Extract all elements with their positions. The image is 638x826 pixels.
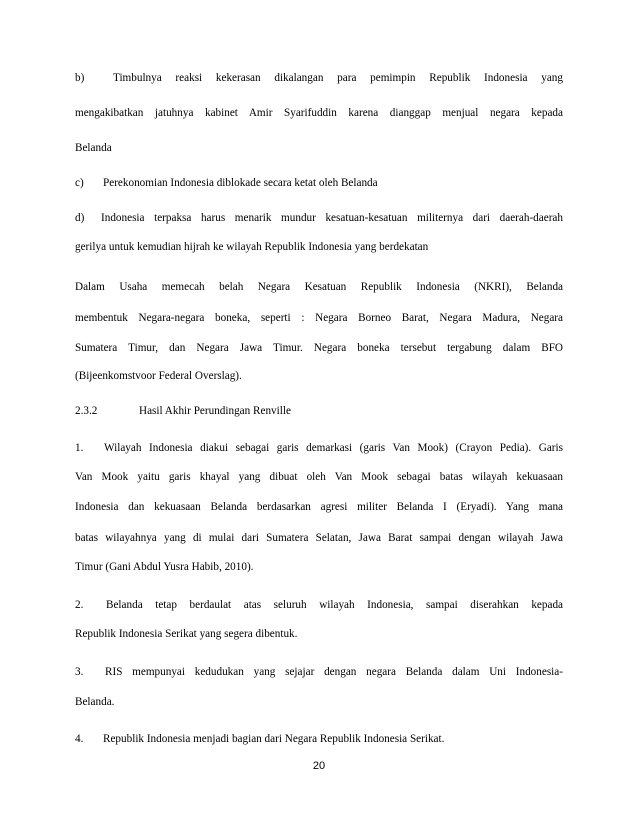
- item-c-text: Perekonomian Indonesia diblokade secara ketat oleh Belanda: [103, 177, 378, 189]
- section-title: Hasil Akhir Perundingan Renville: [139, 405, 291, 417]
- item-b-line-3: Belanda: [75, 142, 112, 154]
- point-4-label: 4.: [75, 733, 84, 745]
- point-3-text: RIS mempunyai kedudukan yang sejajar dengan negara Belanda dalam Uni Indonesia-: [105, 666, 563, 678]
- section-heading: [75, 404, 563, 418]
- point-1-line-5: Timur (Gani Abdul Yusra Habib, 2010).: [75, 561, 254, 573]
- point-1-text: Wilayah Indonesia diakui sebagai garis demarkasi (garis Van Mook) (Crayon Pedia). Garis: [104, 442, 563, 454]
- point-1-line-4: batas wilayahnya yang di mulai dari Sumatera Selatan, Jawa Barat sampai dengan wilayah Jawa: [75, 532, 563, 544]
- paragraph-line-3: Sumatera Timur, dan Negara Jawa Timur. Negara boneka tersebut tergabung dalam BFO: [75, 342, 563, 354]
- point-2-text: Belanda tetap berdaulat atas seluruh wilayah Indonesia, sampai diserahkan kepada: [106, 599, 563, 611]
- point-2-line-1: [75, 598, 563, 612]
- point-2-line-2: Republik Indonesia Serikat yang segera dibentuk.: [75, 628, 298, 640]
- item-b-line-2: mengakibatkan jatuhnya kabinet Amir Syarifuddin karena dianggap menjual negara kepada: [75, 107, 563, 119]
- page-number: 20: [312, 760, 326, 772]
- item-d-label: d): [75, 212, 85, 224]
- point-1-label: 1.: [75, 442, 84, 454]
- item-c-line-1: [75, 176, 563, 190]
- paragraph-line-4: (Bijeenkomstvoor Federal Overslag).: [75, 370, 242, 382]
- point-1-line-3: Indonesia dan kekuasaan Belanda berdasarkan agresi militer Belanda I (Eryadi). Yang mana: [75, 501, 563, 513]
- section-number: 2.3.2: [75, 405, 98, 417]
- item-b-line-1: [75, 71, 563, 85]
- item-d-line-2: gerilya untuk kemudian hijrah ke wilayah Republik Indonesia yang berdekatan: [75, 241, 429, 253]
- point-3-line-2: Belanda.: [75, 696, 115, 708]
- paragraph-line-2: membentuk Negara-negara boneka, seperti : Negara Borneo Barat, Negara Madura, Negara: [75, 312, 563, 324]
- item-b-text: Timbulnya reaksi kekerasan dikalangan para pemimpin Republik Indonesia yang: [113, 72, 563, 84]
- point-2-label: 2.: [75, 599, 84, 611]
- point-4-line-1: [75, 732, 563, 746]
- point-1-line-1: [75, 441, 563, 455]
- point-1-line-2: Van Mook yaitu garis khayal yang dibuat oleh Van Mook sebagai batas wilayah kekuasaan: [75, 471, 563, 483]
- point-4-text: Republik Indonesia menjadi bagian dari Negara Republik Indonesia Serikat.: [103, 733, 445, 745]
- point-3-label: 3.: [75, 666, 84, 678]
- item-d-line-1: [75, 211, 563, 225]
- item-d-text: Indonesia terpaksa harus menarik mundur kesatuan-kesatuan militernya dari daerah-daerah: [101, 212, 563, 224]
- paragraph-line-1: Dalam Usaha memecah belah Negara Kesatuan Republik Indonesia (NKRI), Belanda: [75, 281, 563, 293]
- item-c-label: c): [75, 177, 84, 189]
- point-3-line-1: [75, 665, 563, 679]
- item-b-label: b): [75, 72, 85, 84]
